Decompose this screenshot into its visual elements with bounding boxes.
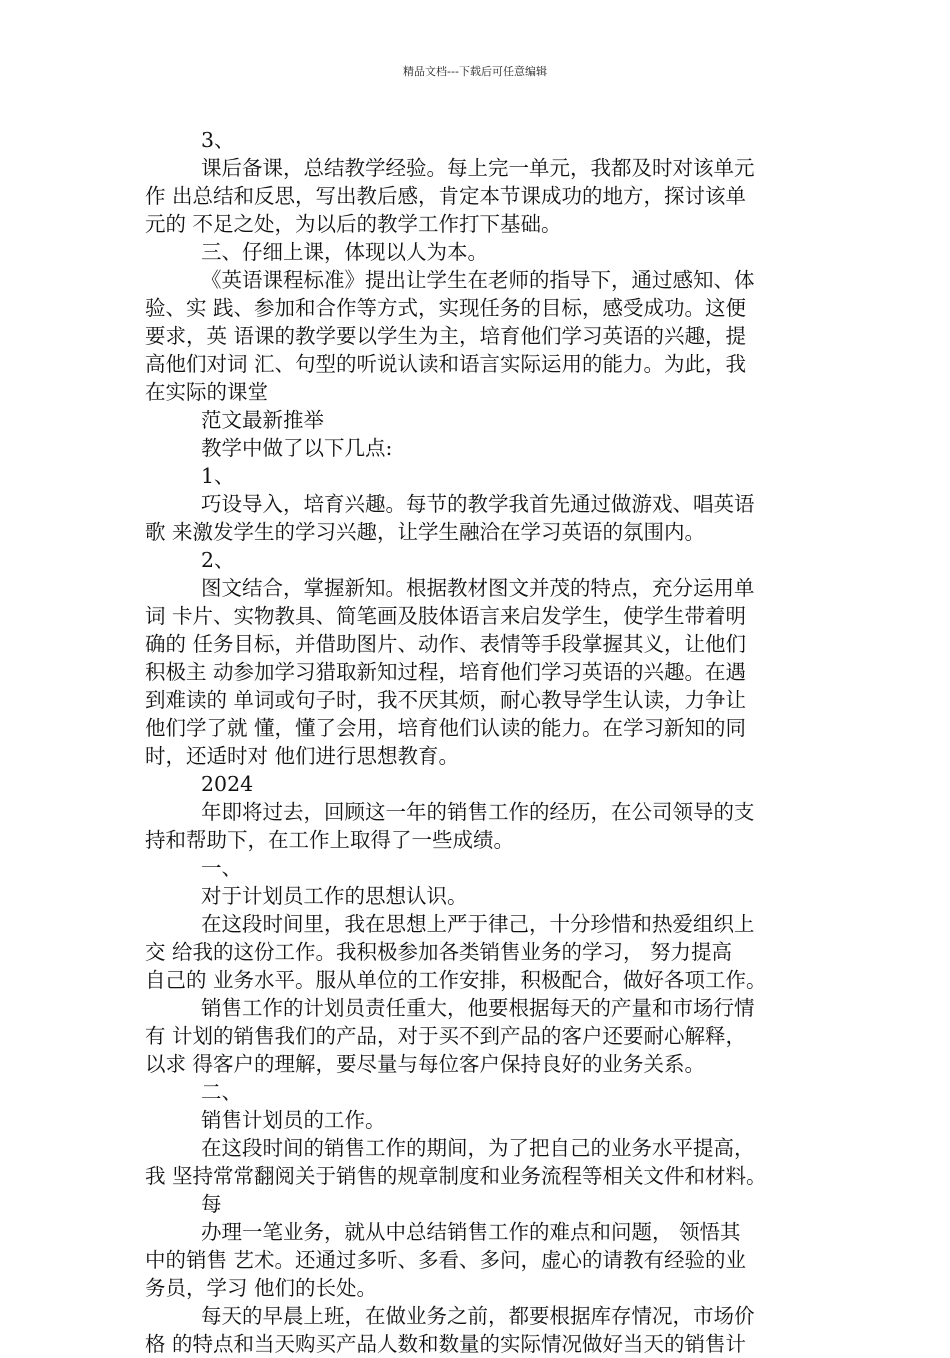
- paragraph-line: 三、仔细上课，体现以人为本。: [201, 240, 488, 264]
- paragraph-line: 格 的特点和当天购买产品人数和数量的实际情况做好当天的销售计: [145, 1332, 747, 1356]
- paragraph-line: 每: [201, 1192, 222, 1216]
- paragraph-line: 时，还适时对 他们进行思想教育。: [145, 744, 460, 768]
- document-body: [145, 126, 825, 1358]
- paragraph-line: 巧设导入，培育兴趣。每节的教学我首先通过做游戏、唱英语: [201, 492, 755, 516]
- paragraph-line: 3、: [201, 128, 235, 152]
- paragraph-line: 交 给我的这份工作。我积极参加各类销售业务的学习， 努力提高: [145, 940, 733, 964]
- paragraph-line: 销售工作的计划员责任重大，他要根据每天的产量和市场行情: [201, 996, 755, 1020]
- paragraph-line: 每天的早晨上班，在做业务之前，都要根据库存情况，市场价: [201, 1304, 755, 1328]
- paragraph-line: 中的销售 艺术。还通过多听、多看、多问，虚心的请教有经验的业: [145, 1248, 747, 1272]
- paragraph-line: 二、: [201, 1080, 242, 1104]
- paragraph-line: 要求，英 语课的教学要以学生为主，培育他们学习英语的兴趣，提: [145, 324, 747, 348]
- paragraph-line: 图文结合，掌握新知。根据教材图文并茂的特点，充分运用单: [201, 576, 755, 600]
- paragraph-line: 对于计划员工作的思想认识。: [201, 884, 468, 908]
- paragraph-line: 积极主 动参加学习猎取新知过程，培育他们学习英语的兴趣。在遇: [145, 660, 747, 684]
- paragraph-line: 范文最新推举: [201, 408, 324, 432]
- paragraph-line: 自己的 业务水平。服从单位的工作安排，积极配合，做好各项工作。: [145, 968, 767, 992]
- paragraph-line: 一、: [201, 856, 242, 880]
- paragraph-line: 2024: [201, 772, 254, 796]
- paragraph-line: 验、实 践、参加和合作等方式，实现任务的目标，感受成功。这便: [145, 296, 747, 320]
- page-header: 精品文档---下载后可任意编辑: [403, 65, 547, 78]
- paragraph-line: 在这段时间的销售工作的期间，为了把自己的业务水平提高，: [201, 1136, 755, 1160]
- paragraph-line: 我 坚持常常翻阅关于销售的规章制度和业务流程等相关文件和材料。: [145, 1164, 767, 1188]
- paragraph-line: 在这段时间里，我在思想上严于律己，十分珍惜和热爱组织上: [201, 912, 755, 936]
- paragraph-line: 在实际的课堂: [145, 380, 268, 404]
- paragraph-line: 《英语课程标准》提出让学生在老师的指导下，通过感知、体: [201, 268, 755, 292]
- paragraph-line: 歌 来激发学生的学习兴趣，让学生融洽在学习英语的氛围内。: [145, 520, 706, 544]
- paragraph-line: 高他们对词 汇、句型的听说认读和语言实际运用的能力。为此，我: [145, 352, 747, 376]
- paragraph-line: 课后备课，总结教学经验。每上完一单元，我都及时对该单元: [201, 156, 755, 180]
- paragraph-line: 销售计划员的工作。: [201, 1108, 386, 1132]
- paragraph-line: 教学中做了以下几点:: [201, 436, 393, 460]
- paragraph-line: 他们学了就 懂，懂了会用，培育他们认读的能力。在学习新知的同: [145, 716, 747, 740]
- paragraph-line: 元的 不足之处，为以后的教学工作打下基础。: [145, 212, 562, 236]
- paragraph-line: 确的 任务目标，并借助图片、动作、表情等手段掌握其义，让他们: [145, 632, 747, 656]
- paragraph-line: 持和帮助下，在工作上取得了一些成绩。: [145, 828, 514, 852]
- paragraph-line: 到难读的 单词或句子时，我不厌其烦，耐心教导学生认读，力争让: [145, 688, 747, 712]
- paragraph-line: 2、: [201, 548, 235, 572]
- paragraph-line: 词 卡片、实物教具、简笔画及肢体语言来启发学生，使学生带着明: [145, 604, 747, 628]
- paragraph-line: 1、: [201, 464, 235, 488]
- paragraph-line: 作 出总结和反思，写出教后感，肯定本节课成功的地方，探讨该单: [145, 184, 747, 208]
- paragraph-line: 务员，学习 他们的长处。: [145, 1276, 378, 1300]
- paragraph-line: 办理一笔业务，就从中总结销售工作的难点和问题， 领悟其: [201, 1220, 741, 1244]
- paragraph-line: 以求 得客户的理解，要尽量与每位客户保持良好的业务关系。: [145, 1052, 706, 1076]
- paragraph-line: 有 计划的销售我们的产品，对于买不到产品的客户还要耐心解释，: [145, 1024, 747, 1048]
- paragraph-line: 年即将过去，回顾这一年的销售工作的经历，在公司领导的支: [201, 800, 755, 824]
